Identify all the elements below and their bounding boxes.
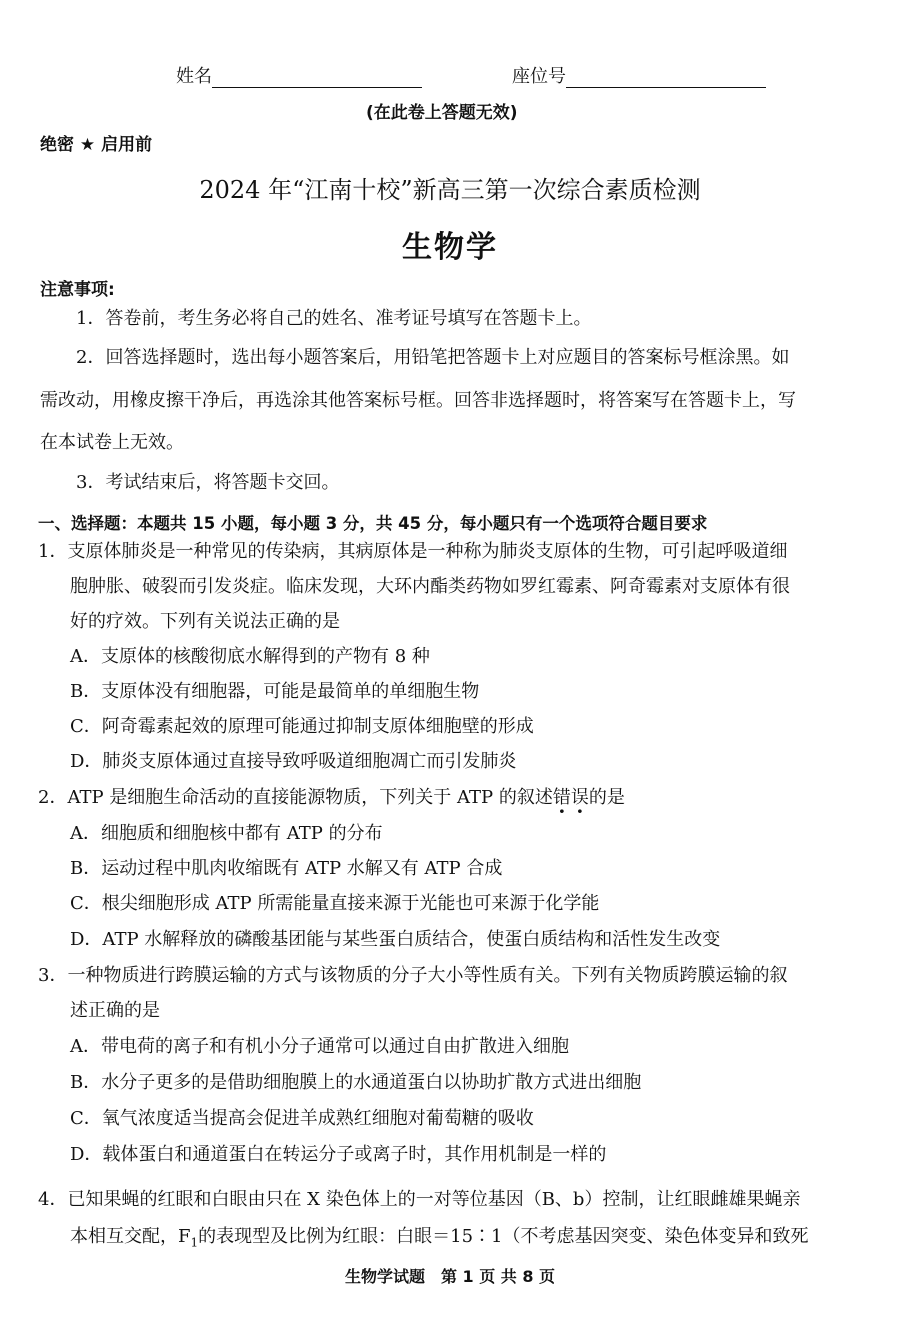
q4-line-2-pre: 本相互交配，F	[70, 1226, 191, 1247]
name-label: 姓名	[176, 66, 212, 87]
notice-item-2-line-1: 2．回答选择题时，选出每小题答案后，用铅笔把答题卡上对应题目的答案标号框涂黑。如	[76, 347, 790, 368]
notice-item-1: 1．答卷前，考生务必将自己的姓名、准考证号填写在答题卡上。	[76, 308, 592, 329]
q1-stem-line-3: 好的疗效。下列有关说法正确的是	[70, 611, 340, 632]
q2-stem-emphasis-2: 误	[570, 787, 589, 808]
q1-option-a: A．支原体的核酸彻底水解得到的产物有 8 种	[70, 646, 430, 667]
q2-option-a: A．细胞质和细胞核中都有 ATP 的分布	[70, 823, 383, 844]
seat-label: 座位号	[512, 66, 566, 87]
q1-option-b: B．支原体没有细胞器，可能是最简单的单细胞生物	[70, 681, 480, 702]
q2-stem-post: 的是	[588, 787, 625, 808]
name-field	[176, 62, 422, 88]
section-1-heading: 一、选择题：本题共 15 小题，每小题 3 分，共 45 分，每小题只有一个选项符合题目要求	[38, 514, 708, 533]
q2-stem-pre: 2．ATP 是细胞生命活动的直接能源物质，下列关于 ATP 的叙述	[38, 787, 553, 808]
subject-title: 生物学	[402, 230, 498, 265]
q2-option-b: B．运动过程中肌肉收缩既有 ATP 水解又有 ATP 合成	[70, 858, 503, 879]
q3-option-d: D．载体蛋白和通道蛋白在转运分子或离子时，其作用机制是一样的	[70, 1144, 607, 1165]
q3-stem-line-1: 3．一种物质进行跨膜运输的方式与该物质的分子大小等性质有关。下列有关物质跨膜运输的叙	[38, 965, 788, 986]
q2-option-d: D．ATP 水解释放的磷酸基团能与某些蛋白质结合，使蛋白质结构和活性发生改变	[70, 929, 721, 950]
q4-stem-line-1: 4．已知果蝇的红眼和白眼由只在 X 染色体上的一对等位基因（B、b）控制，让红眼雌雄果蝇亲	[38, 1189, 801, 1210]
q2-stem-emphasis-1: 错	[552, 787, 571, 808]
q1-stem-line-2: 胞肿胀、破裂而引发炎症。临床发现，大环内酯类药物如罗红霉素、阿奇霉素对支原体有很	[70, 576, 790, 597]
q2-stem	[38, 783, 625, 809]
notice-item-3: 3．考试结束后，将答题卡交回。	[76, 472, 340, 493]
q3-option-c: C．氧气浓度适当提高会促进羊成熟红细胞对葡萄糖的吸收	[70, 1108, 534, 1129]
q3-option-b: B．水分子更多的是借助细胞膜上的水通道蛋白以协助扩散方式进出细胞	[70, 1072, 642, 1093]
exam-title: 2024 年“江南十校”新高三第一次综合素质检测	[199, 176, 701, 204]
q4-line-2-post: 的表现型及比例为红眼：白眼＝15∶1（不考虑基因突变、染色体变异和致死	[198, 1226, 809, 1247]
q1-option-c: C．阿奇霉素起效的原理可能通过抑制支原体细胞壁的形成	[70, 716, 534, 737]
secret-mark: 绝密 ★ 启用前	[40, 135, 153, 155]
q3-stem-line-2: 述正确的是	[70, 1000, 160, 1021]
notice-heading: 注意事项:	[40, 280, 115, 300]
seat-field	[512, 62, 766, 88]
page-footer: 生物学试题 第 1 页 共 8 页	[344, 1267, 556, 1286]
q1-option-d: D．肺炎支原体通过直接导致呼吸道细胞凋亡而引发肺炎	[70, 751, 517, 772]
seat-blank	[566, 67, 766, 88]
notice-item-2-line-3: 在本试卷上无效。	[40, 432, 184, 453]
q3-option-a: A．带电荷的离子和有机小分子通常可以通过自由扩散进入细胞	[70, 1036, 569, 1057]
q4-f1-subscript: 1	[190, 1235, 199, 1250]
q1-stem-line-1: 1．支原体肺炎是一种常见的传染病，其病原体是一种称为肺炎支原体的生物，可引起呼吸道细	[38, 541, 788, 562]
q4-stem-line-2	[70, 1222, 809, 1250]
name-blank	[212, 67, 422, 88]
invalid-note: (在此卷上答题无效)	[366, 103, 518, 123]
q2-option-c: C．根尖细胞形成 ATP 所需能量直接来源于光能也可来源于化学能	[70, 893, 600, 914]
notice-item-2-line-2: 需改动，用橡皮擦干净后，再选涂其他答案标号框。回答非选择题时，将答案写在答题卡上，写	[40, 390, 796, 411]
